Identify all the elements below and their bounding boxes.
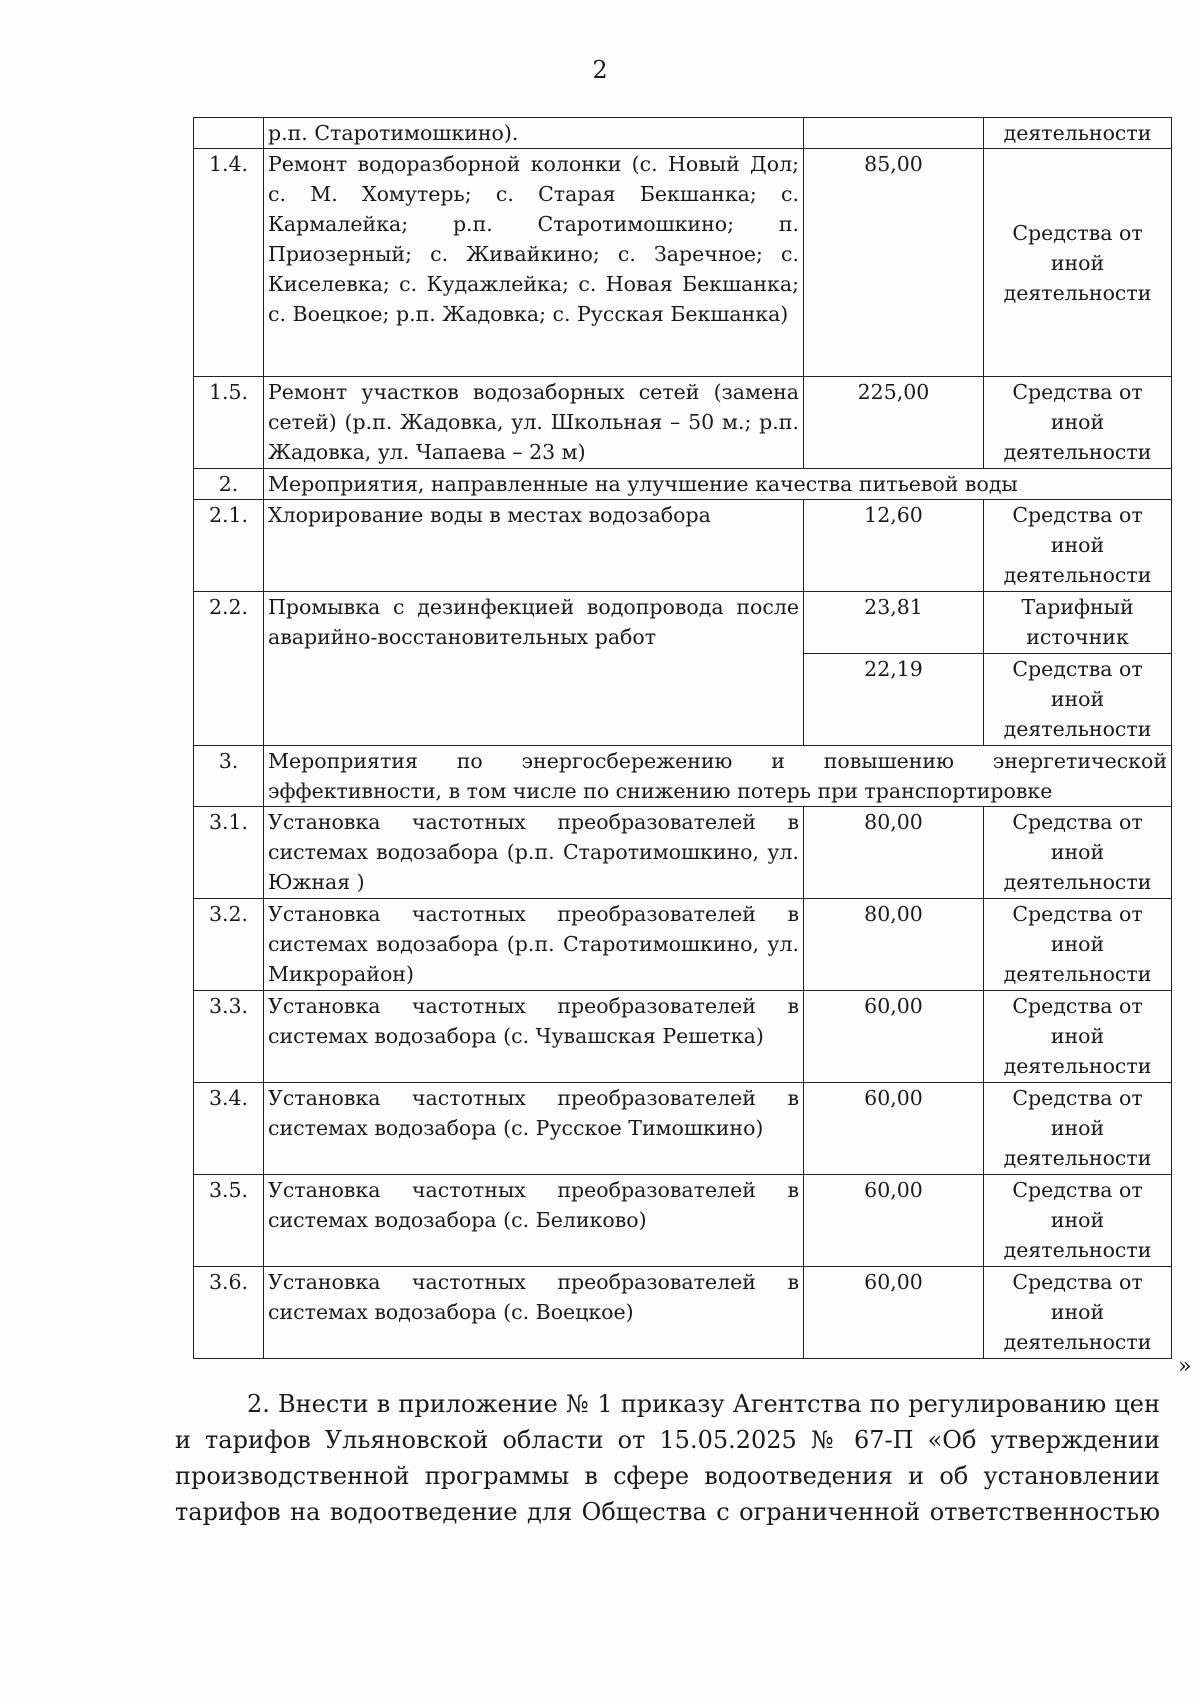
row-cost: 225,00 — [804, 377, 984, 469]
row-cost: 80,00 — [804, 807, 984, 899]
row-number: 2.1. — [194, 500, 264, 592]
table-row — [194, 807, 1172, 899]
table-row — [194, 991, 1172, 1083]
row-funding-source: Средства от иной деятельности — [984, 807, 1172, 899]
row-measure-name: р.п. Старотимошкино). — [264, 118, 804, 149]
row-funding-source: деятельности — [984, 118, 1172, 149]
row-cost: 23,81 — [804, 592, 984, 654]
row-funding-source: Средства от иной деятельности — [984, 991, 1172, 1083]
section-title: Мероприятия, направленные на улучшение качества питьевой воды — [264, 469, 1172, 500]
body-paragraph: 2. Внести в приложение № 1 приказу Агентства по регулированию цен и тарифов Ульяновской области от 15.05.2025 № 67-П «Об утверждении производственной программы в сфере водоотведения и об установлении тарифов на водоотведение для Общества с ограниченной ответственностью — [175, 1390, 1160, 1526]
page-number: 2 — [592, 56, 608, 84]
row-measure-name: Хлорирование воды в местах водозабора — [264, 500, 804, 592]
section-row — [194, 469, 1172, 500]
row-measure-name: Ремонт участков водозаборных сетей (замена сетей) (р.п. Жадовка, ул. Школьная – 50 м.; р.п. Жадовка, ул. Чапаева – 23 м) — [264, 377, 804, 469]
table-row — [194, 899, 1172, 991]
row-funding-source: Средства от иной деятельности — [984, 500, 1172, 592]
row-funding-source: Средства от иной деятельности — [984, 1175, 1172, 1267]
row-funding-source: Средства от иной деятельности — [984, 899, 1172, 991]
row-cost: 60,00 — [804, 1175, 984, 1267]
row-measure-name: Ремонт водоразборной колонки (с. Новый Дол; с. М. Хомутерь; с. Старая Бекшанка; с. Кармалейка; р.п. Старотимошкино; п. Приозерный; с. Живайкино; с. Заречное; с. Киселевка; с. Кудажлейка; с. Новая Бекшанка; с. Воецкое; р.п. Жадовка; с. Русская Бекшанка) — [264, 149, 804, 377]
row-number: 1.4. — [194, 149, 264, 377]
table-row — [194, 1267, 1172, 1359]
table-row — [194, 377, 1172, 469]
row-cost-second: 22,19 — [804, 654, 984, 746]
table-row — [194, 500, 1172, 592]
row-funding-source: Средства от иной деятельности — [984, 377, 1172, 469]
row-measure-name: Установка частотных преобразователей в системах водозабора (р.п. Старотимошкино, ул. Микрорайон) — [264, 899, 804, 991]
row-funding-source-second: Средства от иной деятельности — [984, 654, 1172, 746]
row-number: 1.5. — [194, 377, 264, 469]
row-number: 3.3. — [194, 991, 264, 1083]
row-measure-name: Установка частотных преобразователей в системах водозабора (р.п. Старотимошкино, ул. Южная ) — [264, 807, 804, 899]
row-cost — [804, 118, 984, 149]
row-measure-name: Промывка с дезинфекцией водопровода после аварийно-восстановительных работ — [264, 592, 804, 746]
row-number: 3.1. — [194, 807, 264, 899]
row-funding-source: Средства от иной деятельности — [984, 1083, 1172, 1175]
section-title: Мероприятия по энергосбережению и повышению энергетической эффективности, в том числе по снижению потерь при транспортировке — [264, 746, 1172, 807]
closing-quote-mark: » — [1178, 1354, 1192, 1379]
row-cost: 80,00 — [804, 899, 984, 991]
row-number: 2.2. — [194, 592, 264, 746]
table-row — [194, 592, 1172, 654]
table-row — [194, 1175, 1172, 1267]
table-row — [194, 1083, 1172, 1175]
row-cost: 12,60 — [804, 500, 984, 592]
row-measure-name: Установка частотных преобразователей в системах водозабора (с. Беликово) — [264, 1175, 804, 1267]
section-number: 2. — [194, 469, 264, 500]
row-number — [194, 118, 264, 149]
section-number: 3. — [194, 746, 264, 807]
section-row — [194, 746, 1172, 807]
table-row — [194, 118, 1172, 149]
row-cost: 60,00 — [804, 1267, 984, 1359]
row-cost: 85,00 — [804, 149, 984, 377]
row-number: 3.2. — [194, 899, 264, 991]
row-cost: 60,00 — [804, 991, 984, 1083]
row-number: 3.4. — [194, 1083, 264, 1175]
measures-table — [193, 117, 1172, 1359]
row-measure-name: Установка частотных преобразователей в системах водозабора (с. Чувашская Решетка) — [264, 991, 804, 1083]
row-number: 3.5. — [194, 1175, 264, 1267]
row-funding-source: Средства от иной деятельности — [984, 149, 1172, 377]
row-cost: 60,00 — [804, 1083, 984, 1175]
row-funding-source: Тарифный источник — [984, 592, 1172, 654]
row-measure-name: Установка частотных преобразователей в системах водозабора (с. Воецкое) — [264, 1267, 804, 1359]
row-funding-source: Средства от иной деятельности — [984, 1267, 1172, 1359]
table-row — [194, 149, 1172, 377]
row-measure-name: Установка частотных преобразователей в системах водозабора (с. Русское Тимошкино) — [264, 1083, 804, 1175]
row-number: 3.6. — [194, 1267, 264, 1359]
